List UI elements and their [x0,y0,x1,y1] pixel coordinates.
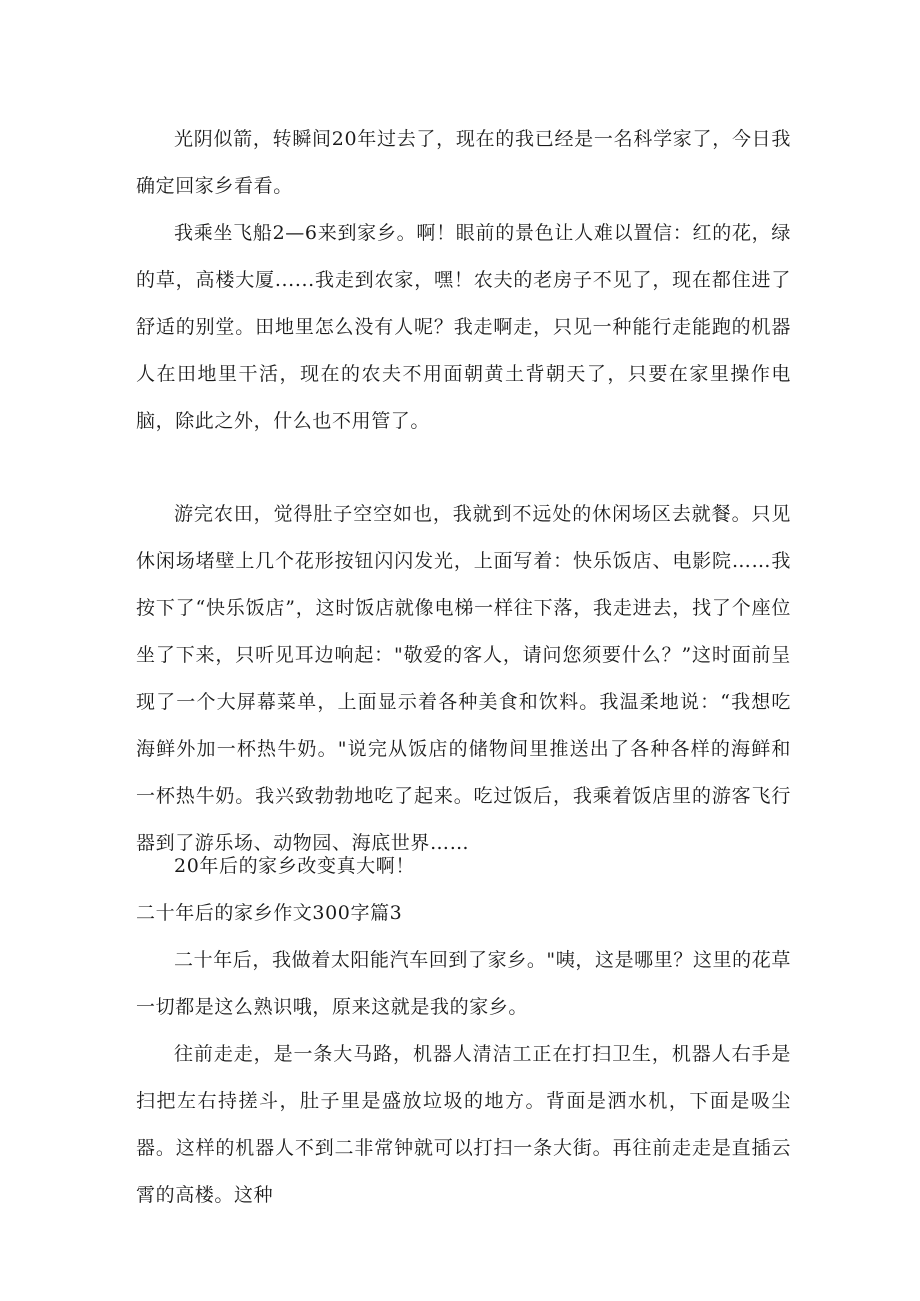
paragraph-solar-car: 二十年后，我做着太阳能汽车回到了家乡。"咦，这是哪里？这里的花草一切都是这么熟识哦，原来这就是我的家乡。 [136,949,791,1018]
paragraph-restaurant: 游完农田，觉得肚子空空如也，我就到不远处的休闲场区去就餐。只见休闲场堵壁上几个花形按钮闪闪发光，上面写着：快乐饭店、电影院……我按下了“快乐饭店”，这时饭店就像电梯一样往下落，我走进去，找了个座位坐了下来，只听见耳边响起："敬爱的客人，请问您须要什么？”这时面前呈现了一个大屏幕菜单，上面显示着各种美食和饮料。我温柔地说：“我想吃海鲜外加一杯热牛奶。"说完从饭店的储物间里推送出了各种各样的海鲜和一杯热牛奶。我兴致勃勃地吃了起来。吃过饭后，我乘着饭店里的游客飞行器到了游乐场、动物园、海底世界…… [136,503,791,854]
section-heading-essay-3: 二十年后的家乡作文300字篇3 [136,902,403,924]
paragraph-robot-cleaner: 往前走走，是一条大马路，机器人清洁工正在打扫卫生，机器人右手是扫把左右持搓斗，肚子里是盛放垃圾的地方。背面是洒水机，下面是吸尘器。这样的机器人不到二非常钟就可以打扫一条大街。再往前走走是直插云霄的高楼。这种 [136,1043,791,1206]
paragraph-return-home: 光阴似箭，转瞬间20年过去了，现在的我已经是一名科学家了，今日我确定回家乡看看。 [136,128,791,197]
paragraph-spaceship-farm: 我乘坐飞船2—6来到家乡。啊！眼前的景色让人难以置信：红的花，绿的草，高楼大厦......我走到农家，嘿！农夫的老房子不见了，现在都住进了舒适的别堂。田地里怎么没有人呢？我走啊走，只见一种能行走能跑的机器人在田地里干活，现在的农夫不用面朝黄土背朝天了，只要在家里操作电脑，除此之外，什么也不用管了。 [136,222,791,432]
paragraph-hometown-changed: 20年后的家乡改变真大啊！ [174,855,415,877]
